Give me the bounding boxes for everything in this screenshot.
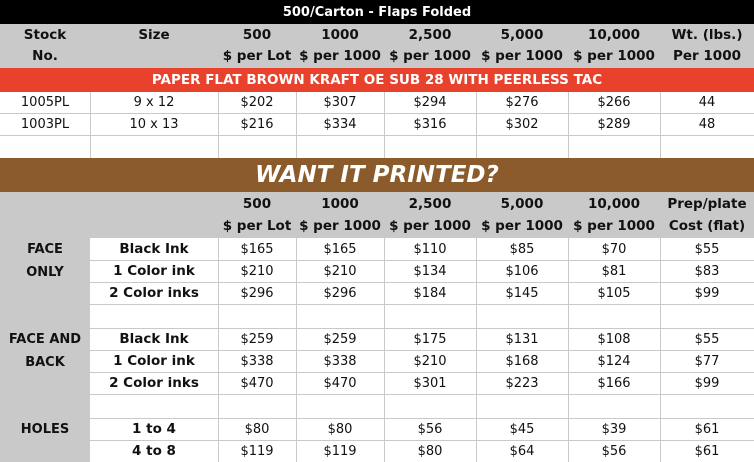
weight-header: Wt. (lbs.) Per 1000 (671, 27, 743, 64)
grid-line (90, 350, 754, 351)
price-2500: $210 (413, 353, 447, 369)
printed-title: WANT IT PRINTED? (255, 162, 499, 188)
price-1000: $259 (323, 331, 357, 347)
price-500: $202 (240, 95, 274, 110)
column-header (0, 24, 754, 68)
prep-cost: $61 (694, 421, 720, 437)
weight-value: 44 (698, 95, 716, 110)
printed-title-bar (0, 158, 754, 192)
price-500: $210 (240, 263, 274, 279)
table-row (0, 440, 754, 462)
section-label-face-and-back: FACE AND BACK (8, 332, 82, 370)
table-row (0, 238, 754, 260)
stock-header (0, 24, 90, 68)
product-title: PAPER FLAT BROWN KRAFT OE SUB 28 WITH PEERLESS TAC (151, 72, 603, 88)
price-500: $119 (240, 443, 274, 459)
size-header: Size (138, 27, 170, 43)
price-10000: $81 (601, 263, 627, 279)
grid-line (218, 238, 219, 462)
price-500: $296 (240, 285, 274, 301)
print-option: 1 to 4 (132, 421, 176, 437)
grid-line (568, 238, 569, 462)
section-label-holes: HOLES (20, 421, 70, 437)
grid-line (296, 238, 297, 462)
prep-cost: $77 (694, 353, 720, 369)
price-1000: $296 (323, 285, 357, 301)
price-1000: $334 (323, 117, 357, 132)
table-row (0, 372, 754, 394)
price-2500: $110 (413, 241, 447, 257)
print-option: 2 Color inks (109, 375, 199, 391)
carton-title-bar (0, 0, 754, 24)
stock-number: 1005PL (20, 95, 70, 110)
print-qty-header-1000: 1000 $ per 1000 (299, 196, 381, 234)
print-option: 4 to 8 (132, 443, 176, 459)
price-1000: $307 (323, 95, 357, 110)
prep-cost: $61 (694, 443, 720, 459)
qty-header-10000: 10,000 $ per 1000 (573, 27, 655, 64)
print-qty-header-2500: 2,500 $ per 1000 (389, 196, 471, 234)
stock-header-line1: Stock (23, 27, 67, 43)
prep-cost: $99 (694, 375, 720, 391)
grid-line (384, 92, 385, 158)
price-500: $80 (244, 421, 270, 437)
price-2500: $294 (413, 95, 447, 110)
price-1000: $80 (327, 421, 353, 437)
table-row (0, 350, 754, 372)
envelope-size: 9 x 12 (133, 95, 175, 110)
price-2500: $134 (413, 263, 447, 279)
price-500: $470 (240, 375, 274, 391)
price-5000: $302 (505, 117, 539, 132)
price-2500: $56 (417, 421, 443, 437)
price-1000: $119 (323, 443, 357, 459)
envelope-size: 10 x 13 (129, 117, 179, 132)
stock-header-line2: No. (32, 48, 58, 64)
price-5000: $45 (509, 421, 535, 437)
grid-line (90, 418, 754, 419)
price-1000: $470 (323, 375, 357, 391)
table-row (0, 282, 754, 304)
table-row (0, 92, 754, 114)
grid-line (384, 238, 385, 462)
table-row (0, 328, 754, 350)
price-1000: $210 (323, 263, 357, 279)
grid-line (90, 372, 754, 373)
price-5000: $223 (505, 375, 539, 391)
table-row (0, 418, 754, 440)
grid-line (218, 92, 219, 158)
grid-line (90, 328, 754, 329)
price-2500: $301 (413, 375, 447, 391)
carton-title: 500/Carton - Flaps Folded (282, 4, 472, 20)
price-5000: $145 (505, 285, 539, 301)
print-option: 1 Color ink (113, 263, 195, 279)
print-option: 2 Color inks (109, 285, 199, 301)
print-option: 1 Color ink (113, 353, 195, 369)
price-10000: $70 (601, 241, 627, 257)
price-500: $338 (240, 353, 274, 369)
price-5000: $131 (505, 331, 539, 347)
grid-line (90, 92, 91, 158)
price-10000: $56 (601, 443, 627, 459)
qty-header-1000: 1000 $ per 1000 (299, 27, 381, 64)
price-500: $216 (240, 117, 274, 132)
price-10000: $266 (597, 95, 631, 110)
grid-line (660, 238, 661, 462)
print-qty-header-10000: 10,000 $ per 1000 (573, 196, 655, 234)
print-option: Black Ink (119, 331, 189, 347)
price-10000: $39 (601, 421, 627, 437)
price-5000: $106 (505, 263, 539, 279)
grid-line (476, 238, 477, 462)
price-2500: $184 (413, 285, 447, 301)
prep-cost: $55 (694, 331, 720, 347)
empty-row (0, 136, 754, 158)
table-row (0, 260, 754, 282)
prep-header: Prep/plate Cost (flat) (667, 196, 747, 234)
price-1000: $165 (323, 241, 357, 257)
qty-header-500: 500 $ per Lot (222, 27, 292, 64)
prep-cost: $55 (694, 241, 720, 257)
grid-line (90, 282, 754, 283)
price-2500: $316 (413, 117, 447, 132)
print-column-header (0, 192, 754, 238)
print-option: Black Ink (119, 241, 189, 257)
grid-line (296, 92, 297, 158)
grid-line (90, 440, 754, 441)
print-qty-header-5000: 5,000 $ per 1000 (481, 196, 563, 234)
grid-line (90, 394, 754, 395)
price-10000: $124 (597, 353, 631, 369)
price-5000: $85 (509, 241, 535, 257)
product-title-bar (0, 68, 754, 92)
price-10000: $105 (597, 285, 631, 301)
price-1000: $338 (323, 353, 357, 369)
price-10000: $166 (597, 375, 631, 391)
stock-number: 1003PL (20, 117, 70, 132)
price-2500: $80 (417, 443, 443, 459)
price-5000: $64 (509, 443, 535, 459)
print-qty-header-500: 500 $ per Lot (222, 196, 292, 234)
qty-header-5000: 5,000 $ per 1000 (481, 27, 563, 64)
weight-value: 48 (698, 117, 716, 132)
section-label-face-only: FACE ONLY (26, 242, 64, 280)
table-row (0, 114, 754, 136)
price-10000: $108 (597, 331, 631, 347)
price-10000: $289 (597, 117, 631, 132)
price-2500: $175 (413, 331, 447, 347)
price-500: $165 (240, 241, 274, 257)
grid-line (90, 260, 754, 261)
price-5000: $276 (505, 95, 539, 110)
qty-header-2500: 2,500 $ per 1000 (389, 27, 471, 64)
price-500: $259 (240, 331, 274, 347)
prep-cost: $83 (694, 263, 720, 279)
grid-line (476, 92, 477, 158)
grid-line (660, 92, 661, 158)
grid-line (568, 92, 569, 158)
price-5000: $168 (505, 353, 539, 369)
prep-cost: $99 (694, 285, 720, 301)
grid-line (90, 304, 754, 305)
